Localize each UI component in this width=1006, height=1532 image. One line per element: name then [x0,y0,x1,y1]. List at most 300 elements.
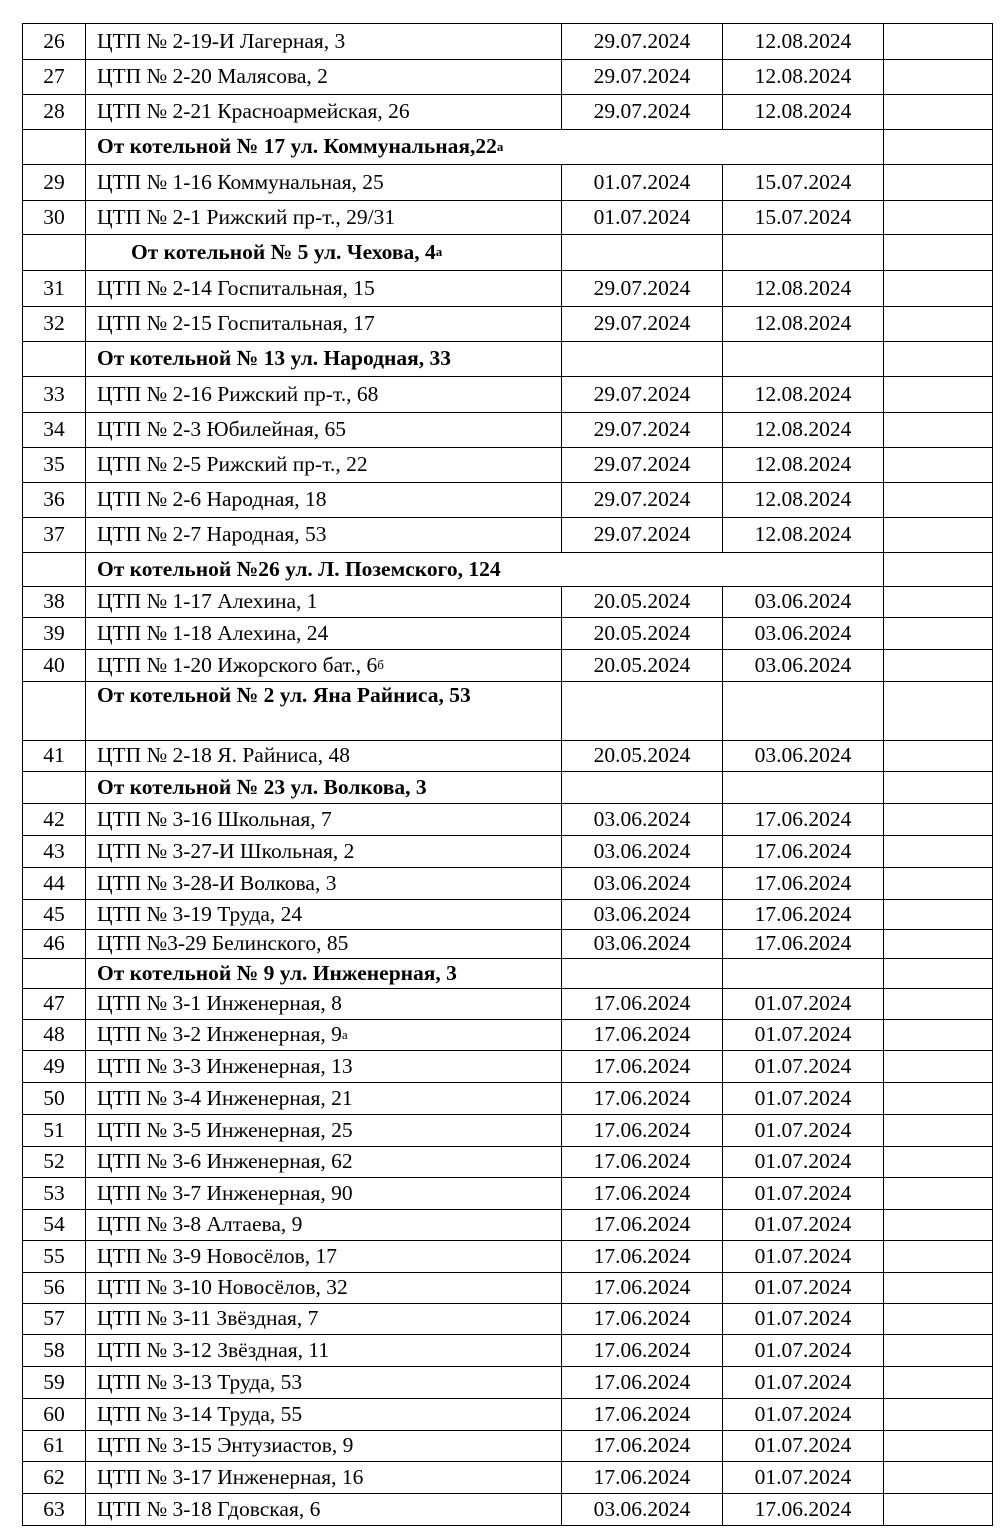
cell-text: ЦТП № 3-6 Инженерная, 62 [97,1149,353,1173]
end-date: 12.08.2024 [722,482,883,517]
table-row [22,517,993,552]
note-cell [883,771,993,803]
substation-name [85,1334,561,1366]
note-cell [883,94,993,129]
substation-name [85,270,561,306]
cell-text: ЦТП № 2-1 Рижский пр-т., 29/31 [97,204,396,229]
cell-text: ЦТП № 1-16 Коммунальная, 25 [97,169,384,194]
substation-name [85,803,561,835]
start-date [561,958,722,988]
cell-text: ЦТП № 3-7 Инженерная, 90 [97,1180,353,1205]
table-row [22,1430,993,1461]
start-date: 17.06.2024 [561,1334,722,1366]
end-date: 17.06.2024 [722,1493,883,1525]
table-row [22,23,993,59]
boiler-heading [85,552,722,586]
cell-text: ЦТП № 3-1 Инженерная, 8 [97,991,342,1015]
cell-text: ЦТП № 2-16 Рижский пр-т., 68 [97,381,379,406]
note-cell [883,200,993,234]
start-date: 17.06.2024 [561,1430,722,1461]
table-row [22,586,993,617]
cell-text: ЦТП № 2-19-И Лагерная, 3 [97,28,346,53]
cell-text: ЦТП № 3-2 Инженерная, 9 [97,1022,342,1046]
substation-name [85,867,561,899]
table-row [22,59,993,94]
row-number: 60 [22,1398,85,1430]
row-number: 56 [22,1272,85,1303]
row-number [22,681,85,740]
cell-text: ЦТП № 3-10 Новосёлов, 32 [97,1275,348,1299]
cell-text: От котельной №26 ул. Л. Поземского, 124 [97,556,501,581]
note-cell [883,1082,993,1114]
start-date: 29.07.2024 [561,482,722,517]
row-number: 33 [22,376,85,412]
cell-text: От котельной № 5 ул. Чехова, 4 [131,239,436,264]
start-date [561,341,722,376]
start-date: 20.05.2024 [561,617,722,649]
section-header-row [22,958,993,988]
start-date: 17.06.2024 [561,1146,722,1177]
start-date: 03.06.2024 [561,929,722,958]
row-number: 62 [22,1461,85,1493]
end-date [722,958,883,988]
substation-name [85,1303,561,1334]
table-bottom-border [22,1525,993,1526]
boiler-heading [85,341,561,376]
row-number: 61 [22,1430,85,1461]
substation-name [85,1366,561,1398]
substation-name [85,1430,561,1461]
table-row [22,1272,993,1303]
note-cell [883,1209,993,1240]
cell-text: От котельной № 13 ул. Народная, 33 [97,346,452,370]
start-date: 17.06.2024 [561,988,722,1019]
substation-name [85,740,561,771]
end-date: 12.08.2024 [722,270,883,306]
row-number: 47 [22,988,85,1019]
note-cell [883,270,993,306]
cell-text: ЦТП № 1-18 Алехина, 24 [97,620,329,645]
substation-name [85,94,561,129]
substation-name [85,517,561,552]
note-cell [883,1366,993,1398]
substation-name [85,929,561,958]
substation-name [85,1177,561,1209]
row-number: 29 [22,164,85,200]
table-row [22,412,993,447]
cell-text: ЦТП № 3-28-И Волкова, 3 [97,870,337,895]
cell-text: ЦТП № 3-16 Школьная, 7 [97,806,332,831]
start-date: 29.07.2024 [561,412,722,447]
cell-text: ЦТП № 2-21 Красноармейская, 26 [97,99,410,123]
substation-name [85,1114,561,1146]
start-date: 03.06.2024 [561,899,722,929]
table-row [22,1082,993,1114]
end-date: 17.06.2024 [722,835,883,867]
cell-text: ЦТП № 3-9 Новосёлов, 17 [97,1243,338,1268]
row-number: 43 [22,835,85,867]
table-row [22,803,993,835]
start-date: 29.07.2024 [561,517,722,552]
end-date [722,234,883,270]
start-date: 17.06.2024 [561,1461,722,1493]
row-number: 46 [22,929,85,958]
row-number: 30 [22,200,85,234]
section-header-row [22,771,993,803]
start-date: 17.06.2024 [561,1366,722,1398]
substation-name [85,59,561,94]
substation-name [85,376,561,412]
row-number: 49 [22,1050,85,1082]
cell-text: ЦТП № 3-19 Труда, 24 [97,901,303,926]
cell-text: ЦТП № 3-17 Инженерная, 16 [97,1464,364,1489]
substation-name [85,447,561,482]
table-row [22,1334,993,1366]
end-date: 12.08.2024 [722,306,883,341]
row-number [22,234,85,270]
note-cell [883,552,993,586]
substation-name [85,1082,561,1114]
start-date: 01.07.2024 [561,200,722,234]
cell-text: От котельной № 9 ул. Инженерная, 3 [97,960,457,985]
start-date: 29.07.2024 [561,376,722,412]
note-cell [883,517,993,552]
start-date: 29.07.2024 [561,270,722,306]
end-date: 01.07.2024 [722,1146,883,1177]
end-date [722,341,883,376]
note-cell [883,681,993,740]
cell-text: ЦТП № 2-6 Народная, 18 [97,487,327,511]
table-row [22,740,993,771]
section-header-row [22,681,993,740]
note-cell [883,59,993,94]
cell-text: ЦТП № 2-3 Юбилейная, 65 [97,417,346,441]
substation-name [85,988,561,1019]
note-cell [883,1146,993,1177]
start-date: 17.06.2024 [561,1114,722,1146]
note-cell [883,129,993,164]
row-number: 44 [22,867,85,899]
row-number: 52 [22,1146,85,1177]
cell-text: ЦТП №3-29 Белинского, 85 [97,931,349,955]
boiler-heading [85,958,561,988]
end-date: 12.08.2024 [722,412,883,447]
cell-text: ЦТП № 2-15 Госпитальная, 17 [97,311,375,335]
start-date: 03.06.2024 [561,803,722,835]
cell-text: От котельной № 17 ул. Коммунальная,22 [97,134,497,158]
table-row [22,1114,993,1146]
boiler-heading [85,771,561,803]
row-number [22,552,85,586]
table-row [22,1209,993,1240]
note-cell [883,899,993,929]
substation-name [85,1240,561,1272]
table-row [22,306,993,341]
note-cell [883,1303,993,1334]
end-date: 01.07.2024 [722,1272,883,1303]
start-date: 17.06.2024 [561,1398,722,1430]
row-number: 48 [22,1019,85,1050]
cell-text: ЦТП № 3-3 Инженерная, 13 [97,1053,353,1078]
end-date: 01.07.2024 [722,1209,883,1240]
end-date: 12.08.2024 [722,447,883,482]
substation-name [85,1209,561,1240]
substation-name: ЦТП № 3-2 Инженерная, 9 а [85,1019,561,1050]
section-header-row [22,234,993,270]
note-cell [883,412,993,447]
end-date: 01.07.2024 [722,1334,883,1366]
substation-name [85,835,561,867]
cell-text: ЦТП № 1-17 Алехина, 1 [97,589,318,613]
table-row [22,1019,993,1050]
table-row [22,200,993,234]
note-cell [883,649,993,681]
row-number: 39 [22,617,85,649]
row-number: 37 [22,517,85,552]
cell-text: ЦТП № 2-7 Народная, 53 [97,522,327,546]
end-date: 03.06.2024 [722,649,883,681]
start-date [561,234,722,270]
end-date [722,771,883,803]
table-row [22,649,993,681]
table-row [22,1146,993,1177]
start-date: 29.07.2024 [561,447,722,482]
start-date: 20.05.2024 [561,740,722,771]
row-number: 50 [22,1082,85,1114]
note-cell [883,1461,993,1493]
note-cell [883,1177,993,1209]
table-row [22,1303,993,1334]
start-date: 17.06.2024 [561,1240,722,1272]
start-date: 17.06.2024 [561,1272,722,1303]
start-date: 03.06.2024 [561,867,722,899]
end-date: 01.07.2024 [722,1366,883,1398]
cell-text: ЦТП № 3-12 Звёздная, 11 [97,1337,330,1362]
table-row [22,482,993,517]
start-date: 17.06.2024 [561,1050,722,1082]
note-cell [883,164,993,200]
row-number: 42 [22,803,85,835]
section-header-row [22,341,993,376]
row-number: 40 [22,649,85,681]
substation-name [85,412,561,447]
row-number: 58 [22,1334,85,1366]
end-date: 03.06.2024 [722,740,883,771]
end-date: 01.07.2024 [722,1303,883,1334]
start-date: 20.05.2024 [561,586,722,617]
note-cell [883,1114,993,1146]
end-date: 01.07.2024 [722,1082,883,1114]
note-cell [883,1019,993,1050]
section-header-row [22,552,993,586]
end-date: 12.08.2024 [722,94,883,129]
table-row [22,164,993,200]
row-number: 54 [22,1209,85,1240]
end-date: 01.07.2024 [722,988,883,1019]
table-row [22,270,993,306]
note-cell [883,988,993,1019]
table-row [22,1177,993,1209]
row-number: 26 [22,23,85,59]
end-date: 03.06.2024 [722,586,883,617]
end-date: 01.07.2024 [722,1240,883,1272]
row-number: 28 [22,94,85,129]
table-row [22,1240,993,1272]
cell-text: ЦТП № 3-5 Инженерная, 25 [97,1117,353,1142]
start-date: 29.07.2024 [561,94,722,129]
end-date: 01.07.2024 [722,1050,883,1082]
substation-name [85,899,561,929]
start-date [561,681,722,740]
boiler-heading: От котельной № 5 ул. Чехова, 4 а [85,234,561,270]
note-cell [883,376,993,412]
cell-text: ЦТП № 3-14 Труда, 55 [97,1401,303,1426]
substation-name [85,482,561,517]
substation-name [85,1398,561,1430]
row-number: 31 [22,270,85,306]
substation-name [85,164,561,200]
note-cell [883,23,993,59]
cell-text: ЦТП № 3-8 Алтаева, 9 [97,1212,303,1236]
table-row [22,899,993,929]
substation-name: ЦТП № 1-20 Ижорского бат., 6 б [85,649,561,681]
note-cell [883,803,993,835]
row-number: 32 [22,306,85,341]
row-number [22,341,85,376]
substation-name [85,1493,561,1525]
substation-name [85,306,561,341]
start-date: 03.06.2024 [561,835,722,867]
end-date: 01.07.2024 [722,1461,883,1493]
end-date: 03.06.2024 [722,617,883,649]
start-date: 29.07.2024 [561,23,722,59]
row-number [22,771,85,803]
end-date: 17.06.2024 [722,899,883,929]
end-date: 15.07.2024 [722,200,883,234]
substation-name [85,1272,561,1303]
note-cell [883,958,993,988]
start-date: 29.07.2024 [561,306,722,341]
row-number [22,958,85,988]
end-date: 17.06.2024 [722,929,883,958]
note-cell [883,1050,993,1082]
start-date: 17.06.2024 [561,1303,722,1334]
end-date: 12.08.2024 [722,376,883,412]
start-date: 17.06.2024 [561,1082,722,1114]
substation-name [85,1050,561,1082]
row-number: 51 [22,1114,85,1146]
cell-text: ЦТП № 3-27-И Школьная, 2 [97,838,355,863]
table-row [22,94,993,129]
cell-text: ЦТП № 3-11 Звёздная, 7 [97,1306,319,1330]
cell-text: ЦТП № 2-5 Рижский пр-т., 22 [97,452,368,476]
start-date [561,771,722,803]
row-number: 36 [22,482,85,517]
substation-name [85,617,561,649]
start-date: 17.06.2024 [561,1177,722,1209]
boiler-heading [85,681,561,740]
end-date: 17.06.2024 [722,803,883,835]
end-date: 12.08.2024 [722,517,883,552]
row-number: 53 [22,1177,85,1209]
note-cell [883,867,993,899]
start-date: 03.06.2024 [561,1493,722,1525]
substation-name [85,586,561,617]
row-number: 63 [22,1493,85,1525]
note-cell [883,482,993,517]
row-number: 55 [22,1240,85,1272]
table-row [22,929,993,958]
cell-text: ЦТП № 3-4 Инженерная, 21 [97,1085,353,1110]
table-row [22,447,993,482]
row-number: 27 [22,59,85,94]
table-row [22,1050,993,1082]
row-number: 34 [22,412,85,447]
table-row [22,376,993,412]
section-header-row [22,129,993,164]
cell-text: ЦТП № 3-13 Труда, 53 [97,1369,303,1394]
substation-name [85,23,561,59]
row-number [22,129,85,164]
end-date: 12.08.2024 [722,23,883,59]
row-number: 38 [22,586,85,617]
note-cell [883,835,993,867]
note-cell [883,306,993,341]
cell-text: ЦТП № 3-18 Гдовская, 6 [97,1496,321,1521]
substation-name [85,1461,561,1493]
note-cell [883,1334,993,1366]
end-date: 15.07.2024 [722,164,883,200]
cell-text: ЦТП № 3-15 Энтузиастов, 9 [97,1433,354,1457]
end-date: 12.08.2024 [722,59,883,94]
row-number: 45 [22,899,85,929]
end-date: 01.07.2024 [722,1019,883,1050]
table-row [22,1366,993,1398]
table-row [22,988,993,1019]
cell-text: ЦТП № 2-20 Малясова, 2 [97,64,328,88]
row-number: 57 [22,1303,85,1334]
cell-text: ЦТП № 1-20 Ижорского бат., 6 [97,652,378,677]
note-cell [883,447,993,482]
cell-text: ЦТП № 2-14 Госпитальная, 15 [97,275,375,300]
start-date: 20.05.2024 [561,649,722,681]
note-cell [883,1272,993,1303]
substation-name [85,200,561,234]
note-cell [883,1430,993,1461]
row-number: 41 [22,740,85,771]
substation-name [85,1146,561,1177]
table-row [22,1398,993,1430]
end-date: 01.07.2024 [722,1430,883,1461]
table-row [22,835,993,867]
end-date [722,681,883,740]
note-cell [883,1240,993,1272]
end-date: 01.07.2024 [722,1398,883,1430]
row-number: 59 [22,1366,85,1398]
start-date: 29.07.2024 [561,59,722,94]
end-date: 17.06.2024 [722,867,883,899]
table-row [22,1461,993,1493]
end-date: 01.07.2024 [722,1177,883,1209]
note-cell [883,617,993,649]
note-cell [883,341,993,376]
note-cell [883,740,993,771]
start-date: 17.06.2024 [561,1019,722,1050]
table-row [22,867,993,899]
cell-text: От котельной № 2 ул. Яна Райниса, 53 [97,683,471,707]
cell-text: ЦТП № 2-18 Я. Райниса, 48 [97,743,350,767]
row-number: 35 [22,447,85,482]
